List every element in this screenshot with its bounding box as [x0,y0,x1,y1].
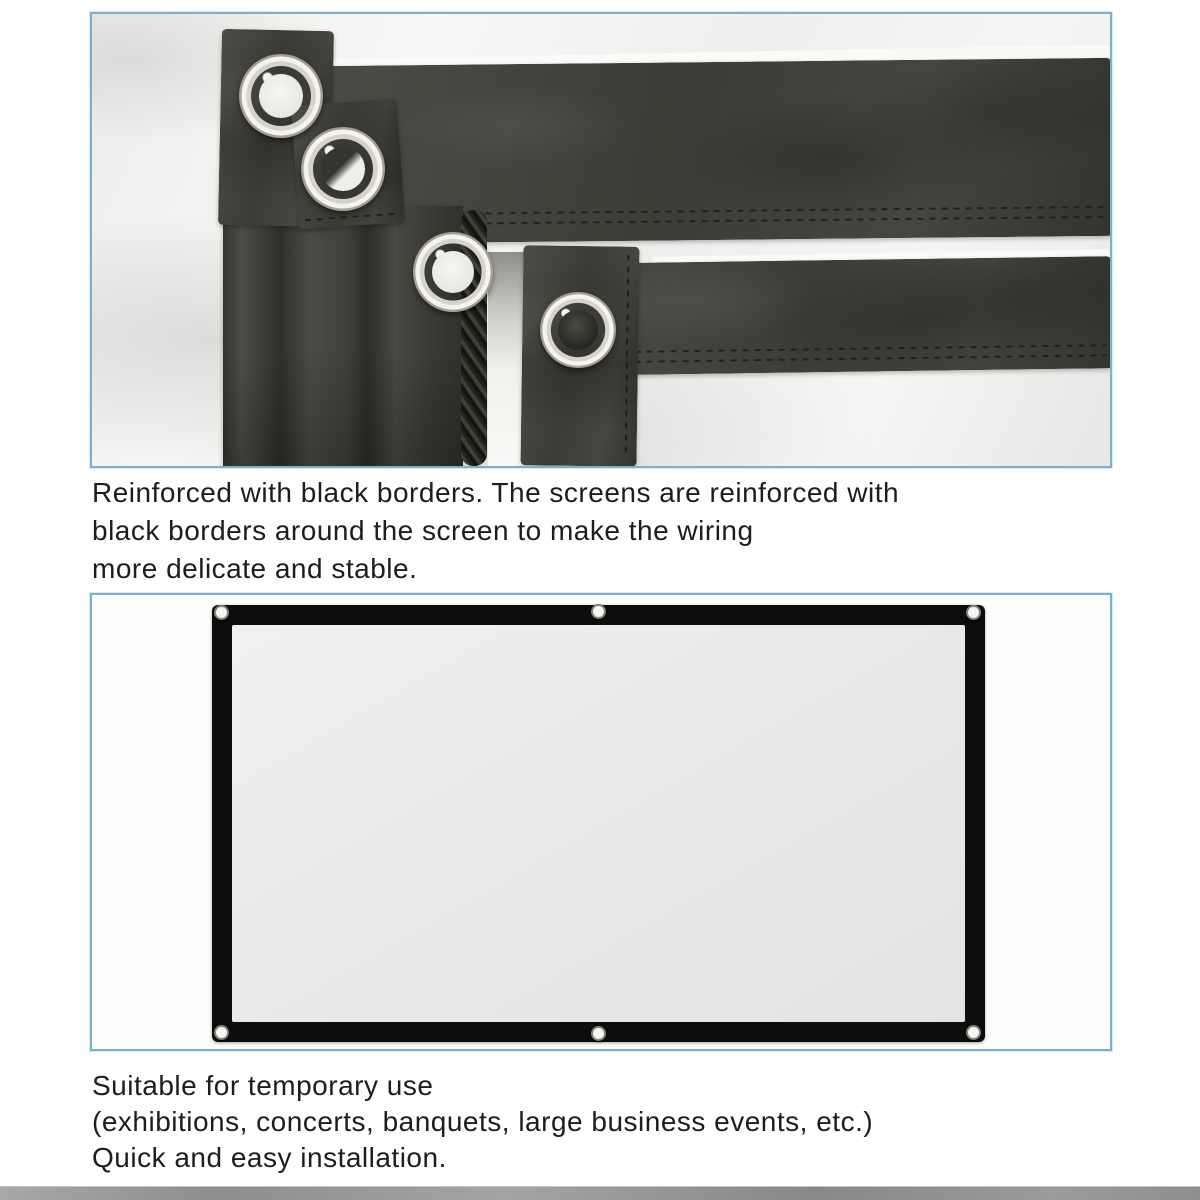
screen-grommet-icon [214,605,229,620]
metal-grommet-icon [239,54,323,138]
caption-suitable [92,1068,873,1176]
grommet-hole [259,74,303,118]
caption-line: black borders around the screen to make the wiring [92,515,754,546]
fabric-gap-sliver [488,252,524,466]
metal-grommet-icon [540,292,616,368]
stitch-line [622,344,1106,353]
black-border-band-lower [561,256,1112,376]
caption-line: Suitable for temporary use [92,1070,434,1101]
caption-reinforced [92,474,899,588]
grommet-hole [321,147,365,191]
screen-grommet-icon [591,604,606,619]
screen-grommet-icon [214,1025,229,1040]
screen-grommet-icon [966,1025,981,1040]
caption-line: more delicate and stable. [92,553,418,584]
fabric-detail-photo [90,12,1112,468]
metal-grommet-icon [413,232,493,312]
grommet-hole [558,310,598,350]
stitch-line [623,354,1107,363]
screen-surface [232,625,965,1022]
caption-line: Quick and easy installation. [92,1142,447,1173]
screen-black-border [212,605,985,1042]
caption-line: (exhibitions, concerts, banquets, large business events, etc.) [92,1106,874,1137]
screen-grommet-icon [966,605,981,620]
grommet-hole [432,251,474,293]
caption-line: Reinforced with black borders. The screens are reinforced with [92,477,900,508]
screen-grommet-icon [591,1026,606,1041]
stitch-line [625,255,630,459]
stitch-line [305,213,399,222]
cropped-next-image-strip [0,1186,1200,1200]
projection-screen-photo [90,593,1112,1051]
metal-grommet-icon [301,127,385,211]
